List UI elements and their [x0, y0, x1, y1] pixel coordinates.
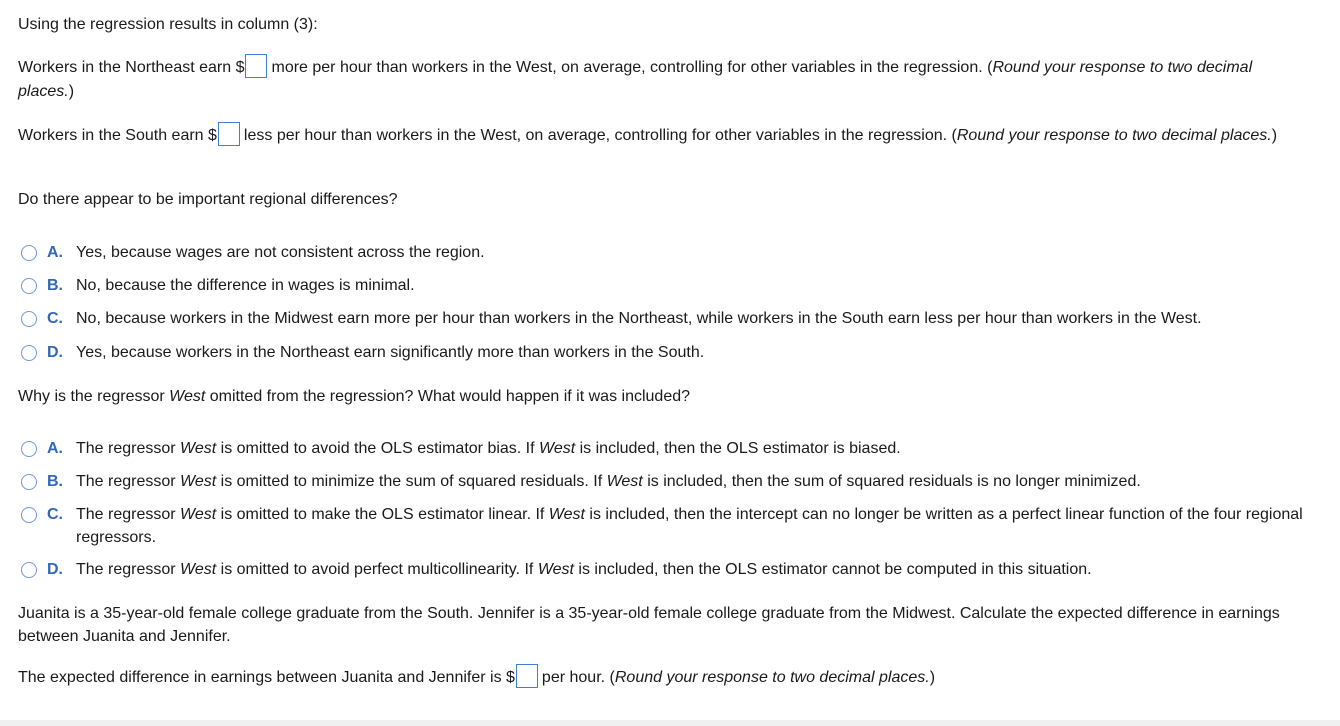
radio-button[interactable]: [21, 345, 37, 361]
northeast-answer-input[interactable]: [245, 54, 267, 78]
radio-button[interactable]: [21, 507, 37, 523]
option-text-part: is omitted to avoid perfect multicollinearity. If: [216, 561, 538, 578]
option-letter: D.: [47, 344, 63, 361]
option-regressor: West: [548, 506, 585, 523]
west-question-part2: omitted from the regression? What would happen if it was included?: [205, 388, 691, 405]
option-text-part: is omitted to avoid the OLS estimator bias. If: [216, 440, 540, 457]
difference-close: ): [929, 669, 936, 687]
option-text: [76, 503, 1316, 549]
option-text-part: The regressor: [76, 506, 181, 523]
northeast-before: Workers in the Northeast earn $: [18, 59, 245, 77]
option-text: No, because the difference in wages is minimal.: [76, 277, 415, 294]
scenario-label: Juanita is a 35-year-old female college graduate from the South. Jennifer is a 35-year-old female college graduate from the Midwest. Calculate the expected difference in earnings between Juanita and Jennifer.: [18, 605, 1280, 645]
regional-question: [18, 188, 398, 212]
south-after: less per hour than workers in the West, on average, controlling for other variables in the regression. (: [243, 127, 957, 145]
option-text: [76, 437, 901, 461]
difference-after: per hour. (: [541, 669, 615, 687]
option-regressor: West: [537, 561, 574, 578]
option-text-part: The regressor: [76, 561, 181, 578]
northeast-close: ): [68, 83, 75, 101]
difference-round-note: Round your response to two decimal places.: [614, 669, 930, 687]
radio-button[interactable]: [21, 278, 37, 294]
option-letter: D.: [47, 561, 63, 578]
option-text-part: is included, then the sum of squared residuals is no longer minimized.: [642, 473, 1141, 490]
south-round-note: Round your response to two decimal places.: [956, 127, 1272, 145]
option-letter: B.: [47, 277, 63, 294]
difference-answer-input[interactable]: [516, 664, 538, 688]
option-regressor: West: [180, 506, 217, 523]
south-question: [18, 124, 1324, 148]
radio-button[interactable]: [21, 474, 37, 490]
radio-button[interactable]: [21, 311, 37, 327]
difference-question: [18, 666, 935, 690]
option-text: Yes, because wages are not consistent across the region.: [76, 244, 485, 261]
option-text-part: is included, then the OLS estimator is biased.: [575, 440, 901, 457]
option-text: Yes, because workers in the Northeast earn significantly more than workers in the South.: [76, 344, 705, 361]
bottom-divider: [0, 720, 1340, 726]
option-text-part: The regressor: [76, 440, 181, 457]
south-before: Workers in the South earn $: [18, 127, 217, 145]
option-letter: A.: [47, 440, 63, 457]
intro-text: [18, 13, 318, 37]
intro-label: Using the regression results in column (3):: [18, 16, 318, 33]
northeast-question: [18, 56, 1308, 104]
radio-button[interactable]: [21, 441, 37, 457]
option-regressor: West: [180, 561, 217, 578]
northeast-round-note: Round your response to two decimal places.: [18, 59, 1253, 101]
option-text-part: is included, then the intercept can no longer be written as a perfect linear function of the four regional regressors.: [76, 506, 1303, 546]
option-text-part: is omitted to minimize the sum of squared residuals. If: [216, 473, 607, 490]
difference-before: The expected difference in earnings between Juanita and Jennifer is $: [18, 669, 515, 687]
radio-button[interactable]: [21, 245, 37, 261]
west-question: [18, 385, 690, 409]
regional-question-label: Do there appear to be important regional differences?: [18, 191, 398, 208]
option-letter: A.: [47, 244, 63, 261]
scenario-text: [18, 602, 1324, 648]
option-regressor: West: [180, 440, 217, 457]
west-question-part1: Why is the regressor: [18, 388, 170, 405]
west-question-regressor: West: [169, 388, 206, 405]
option-letter: C.: [47, 310, 63, 327]
option-text: [76, 470, 1141, 494]
option-regressor: West: [539, 440, 576, 457]
south-close: ): [1271, 127, 1278, 145]
option-text: No, because workers in the Midwest earn more per hour than workers in the Northeast, while workers in the South earn less per hour than workers in the West.: [76, 310, 1202, 327]
option-text: [76, 558, 1092, 582]
option-text-part: is omitted to make the OLS estimator linear. If: [216, 506, 549, 523]
option-regressor: West: [180, 473, 217, 490]
option-regressor: West: [606, 473, 643, 490]
option-letter: B.: [47, 473, 63, 490]
option-text-part: The regressor: [76, 473, 181, 490]
option-text-part: is included, then the OLS estimator cannot be computed in this situation.: [573, 561, 1092, 578]
radio-button[interactable]: [21, 562, 37, 578]
south-answer-input[interactable]: [218, 122, 240, 146]
northeast-after: more per hour than workers in the West, on average, controlling for other variables in the regression. (: [271, 59, 993, 77]
option-letter: C.: [47, 506, 63, 523]
